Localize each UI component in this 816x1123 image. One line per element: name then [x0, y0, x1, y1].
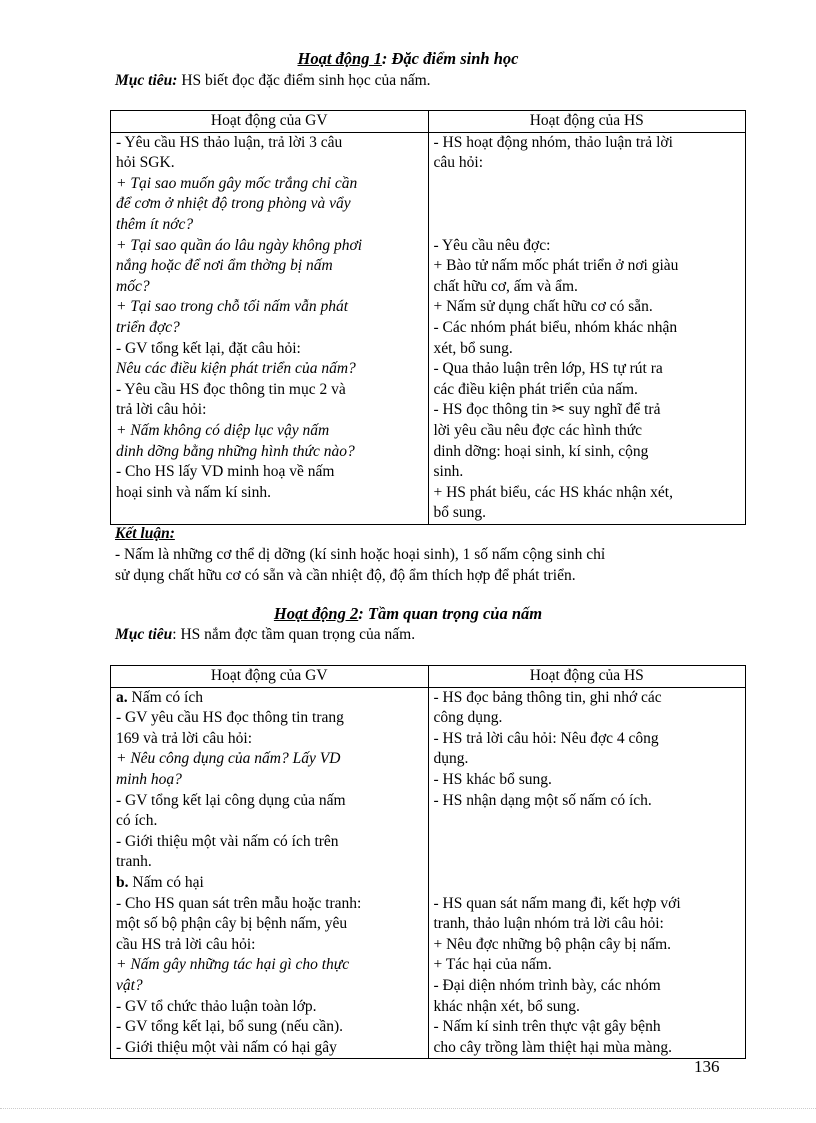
- hs-activity-cell: [428, 132, 746, 524]
- cell-line: xét, bổ sung.: [433, 339, 513, 357]
- hs-activity-cell: [428, 687, 746, 1059]
- cell-line: + Bào tử nấm mốc phát triển ở nơi giàu: [433, 257, 679, 275]
- cell-line: - Đại diện nhóm trình bày, các nhóm: [433, 976, 661, 994]
- cell-line: Nêu các điều kiện phát triển của nấm?: [116, 360, 356, 378]
- cell-line: minh hoạ?: [116, 770, 182, 788]
- cell-line: các điều kiện phát triển của nấm.: [433, 380, 638, 398]
- cell-line: [434, 194, 741, 215]
- cell-line: [434, 832, 741, 853]
- section1-objective-label: Mục tiêu:: [115, 72, 178, 89]
- subsection-title: Nấm có hại: [128, 873, 204, 891]
- cell-line: - HS hoạt động nhóm, thảo luận trả lời: [433, 133, 673, 151]
- cell-line: - Cho HS lấy VD minh hoạ về nấm: [116, 463, 335, 481]
- cell-line: dinh dỡng bằng những hình thức nào?: [116, 442, 355, 460]
- cell-line: - HS đọc thông tin ✂ suy nghĩ để trả: [433, 401, 661, 419]
- section2-objective-text: : HS nắm đợc tầm quan trọng của nấm.: [172, 626, 416, 643]
- table-header-row: [111, 666, 746, 688]
- section2-objective: [115, 625, 415, 645]
- gv-activity-cell: [111, 132, 429, 524]
- cell-line: trả lời câu hỏi:: [116, 401, 207, 419]
- cell-line: + Tại sao quần áo lâu ngày không phơi: [116, 236, 363, 254]
- cell-line: [116, 688, 423, 709]
- cell-line: mốc?: [116, 277, 150, 295]
- section1-title-rest: : Đặc điểm sinh học: [381, 49, 519, 68]
- cell-line: - GV tổng kết lại, đặt câu hỏi:: [116, 339, 301, 357]
- cell-line: [116, 873, 423, 894]
- cell-line: 169 và trả lời câu hỏi:: [116, 729, 253, 747]
- header-hs: Hoạt động của HS: [428, 111, 746, 133]
- cell-line: cho cây trồng làm thiệt hại mùa màng.: [433, 1038, 672, 1056]
- cell-line: - Các nhóm phát biểu, nhóm khác nhận: [433, 318, 678, 336]
- cell-line: nắng hoặc để nơi ẩm thờng bị nấm: [116, 257, 333, 275]
- cell-line: - HS khác bổ sung.: [433, 770, 552, 788]
- cell-line: câu hỏi:: [433, 154, 483, 172]
- section2-title: [0, 604, 816, 624]
- header-gv: Hoạt động của GV: [111, 666, 429, 688]
- table-row: [111, 687, 746, 1059]
- cell-line: + Tại sao muốn gây mốc trắng chỉ cần: [116, 174, 358, 192]
- header-gv: Hoạt động của GV: [111, 111, 429, 133]
- cell-line: - Giới thiệu một vài nấm có hại gây: [116, 1038, 337, 1056]
- conclusion-line-1: - Nấm là những cơ thể dị dỡng (kí sinh hoặc hoại sinh), 1 số nấm cộng sinh chỉ: [115, 546, 606, 563]
- cell-line: + Nấm không có diệp lục vậy nấm: [116, 421, 330, 439]
- cell-line: [434, 852, 741, 873]
- section2-objective-label: Mục tiêu: [115, 626, 173, 643]
- cell-line: + Nêu đợc những bộ phận cây bị nấm.: [433, 935, 672, 953]
- page-bottom-rule: [0, 1108, 816, 1109]
- section1-objective: [115, 71, 431, 91]
- cell-line: tranh.: [116, 853, 152, 871]
- cell-line: - GV tổ chức thảo luận toàn lớp.: [116, 997, 317, 1015]
- subsection-marker: b.: [116, 873, 129, 891]
- subsection-marker: a.: [116, 688, 128, 706]
- cell-line: dụng.: [433, 750, 469, 768]
- section1-title: [0, 49, 816, 69]
- activity-table-1: [110, 110, 746, 525]
- cell-line: + Tại sao trong chỗ tối nấm vẫn phát: [116, 298, 349, 316]
- cell-line: + Nêu công dụng của nấm? Lấy VD: [116, 750, 341, 768]
- table-row: [111, 132, 746, 524]
- conclusion-line-2: sử dụng chất hữu cơ có sẵn và cần nhiệt độ, độ ẩm thích hợp để phát triển.: [115, 567, 576, 584]
- cell-line: - Yêu cầu nêu đợc:: [433, 236, 551, 254]
- cell-line: khác nhận xét, bổ sung.: [433, 997, 580, 1015]
- cell-line: hoại sinh và nấm kí sinh.: [116, 483, 271, 501]
- cell-line: - GV tổng kết lại, bổ sung (nếu cần).: [116, 1018, 343, 1036]
- cell-line: - HS nhận dạng một số nấm có ích.: [433, 791, 652, 809]
- cell-line: + Nấm gây những tác hại gì cho thực: [116, 956, 350, 974]
- cell-line: - GV tổng kết lại công dụng của nấm: [116, 791, 346, 809]
- cell-line: lời yêu cầu nêu đợc các hình thức: [433, 421, 643, 439]
- conclusion-heading: Kết luận:: [115, 525, 175, 542]
- cell-line: [434, 215, 741, 236]
- cell-line: để cơm ở nhiệt độ trong phòng và vẩy: [116, 195, 351, 213]
- cell-line: - Nấm kí sinh trên thực vật gây bệnh: [433, 1018, 661, 1036]
- cell-line: - Yêu cầu HS thảo luận, trả lời 3 câu: [116, 133, 343, 151]
- cell-line: chất hữu cơ, ấm và ẩm.: [433, 277, 578, 295]
- cell-line: - Yêu cầu HS đọc thông tin mục 2 và: [116, 380, 346, 398]
- section1-objective-text: HS biết đọc đặc điểm sinh học của nấm.: [177, 72, 431, 89]
- cell-line: - HS trả lời câu hỏi: Nêu đợc 4 công: [433, 729, 659, 747]
- page-number: 136: [694, 1057, 720, 1076]
- cell-line: [434, 873, 741, 894]
- cell-line: - GV yêu cầu HS đọc thông tin trang: [116, 709, 344, 727]
- cell-line: [434, 811, 741, 832]
- cell-line: tranh, thảo luận nhóm trả lời câu hỏi:: [433, 915, 664, 933]
- cell-line: thêm ít nớc?: [116, 215, 194, 233]
- cell-line: triển đợc?: [116, 318, 180, 336]
- section2-title-label: Hoạt động 2: [273, 604, 359, 623]
- cell-line: + Nấm sử dụng chất hữu cơ có sẵn.: [433, 298, 653, 316]
- cell-line: hỏi SGK.: [116, 154, 175, 172]
- cell-line: [434, 174, 741, 195]
- cell-line: công dụng.: [433, 709, 503, 727]
- gv-activity-cell: [111, 687, 429, 1059]
- section2-title-rest: : Tầm quan trọng của nấm: [358, 604, 543, 623]
- cell-line: vật?: [116, 976, 143, 994]
- cell-line: - HS đọc bảng thông tin, ghi nhớ các: [433, 688, 662, 706]
- cell-line: một số bộ phận cây bị bệnh nấm, yêu: [116, 915, 348, 933]
- cell-line: - Giới thiệu một vài nấm có ích trên: [116, 832, 339, 850]
- header-hs: Hoạt động của HS: [428, 666, 746, 688]
- activity-table-2: [110, 665, 746, 1059]
- cell-line: sinh.: [433, 463, 464, 481]
- cell-line: + HS phát biểu, các HS khác nhận xét,: [433, 483, 673, 501]
- cell-line: dinh dỡng: hoại sinh, kí sinh, cộng: [433, 442, 649, 460]
- cell-line: - Qua thảo luận trên lớp, HS tự rút ra: [433, 360, 663, 378]
- table-header-row: [111, 111, 746, 133]
- subsection-title: Nấm có ích: [127, 688, 203, 706]
- cell-line: - HS quan sát nấm mang đi, kết hợp với: [433, 894, 681, 912]
- section1-title-label: Hoạt động 1: [297, 49, 382, 68]
- cell-line: + Tác hại của nấm.: [433, 956, 552, 974]
- cell-line: - Cho HS quan sát trên mẫu hoặc tranh:: [116, 894, 362, 912]
- cell-line: bổ sung.: [433, 504, 487, 522]
- cell-line: cầu HS trả lời câu hỏi:: [116, 935, 256, 953]
- cell-line: có ích.: [116, 812, 158, 830]
